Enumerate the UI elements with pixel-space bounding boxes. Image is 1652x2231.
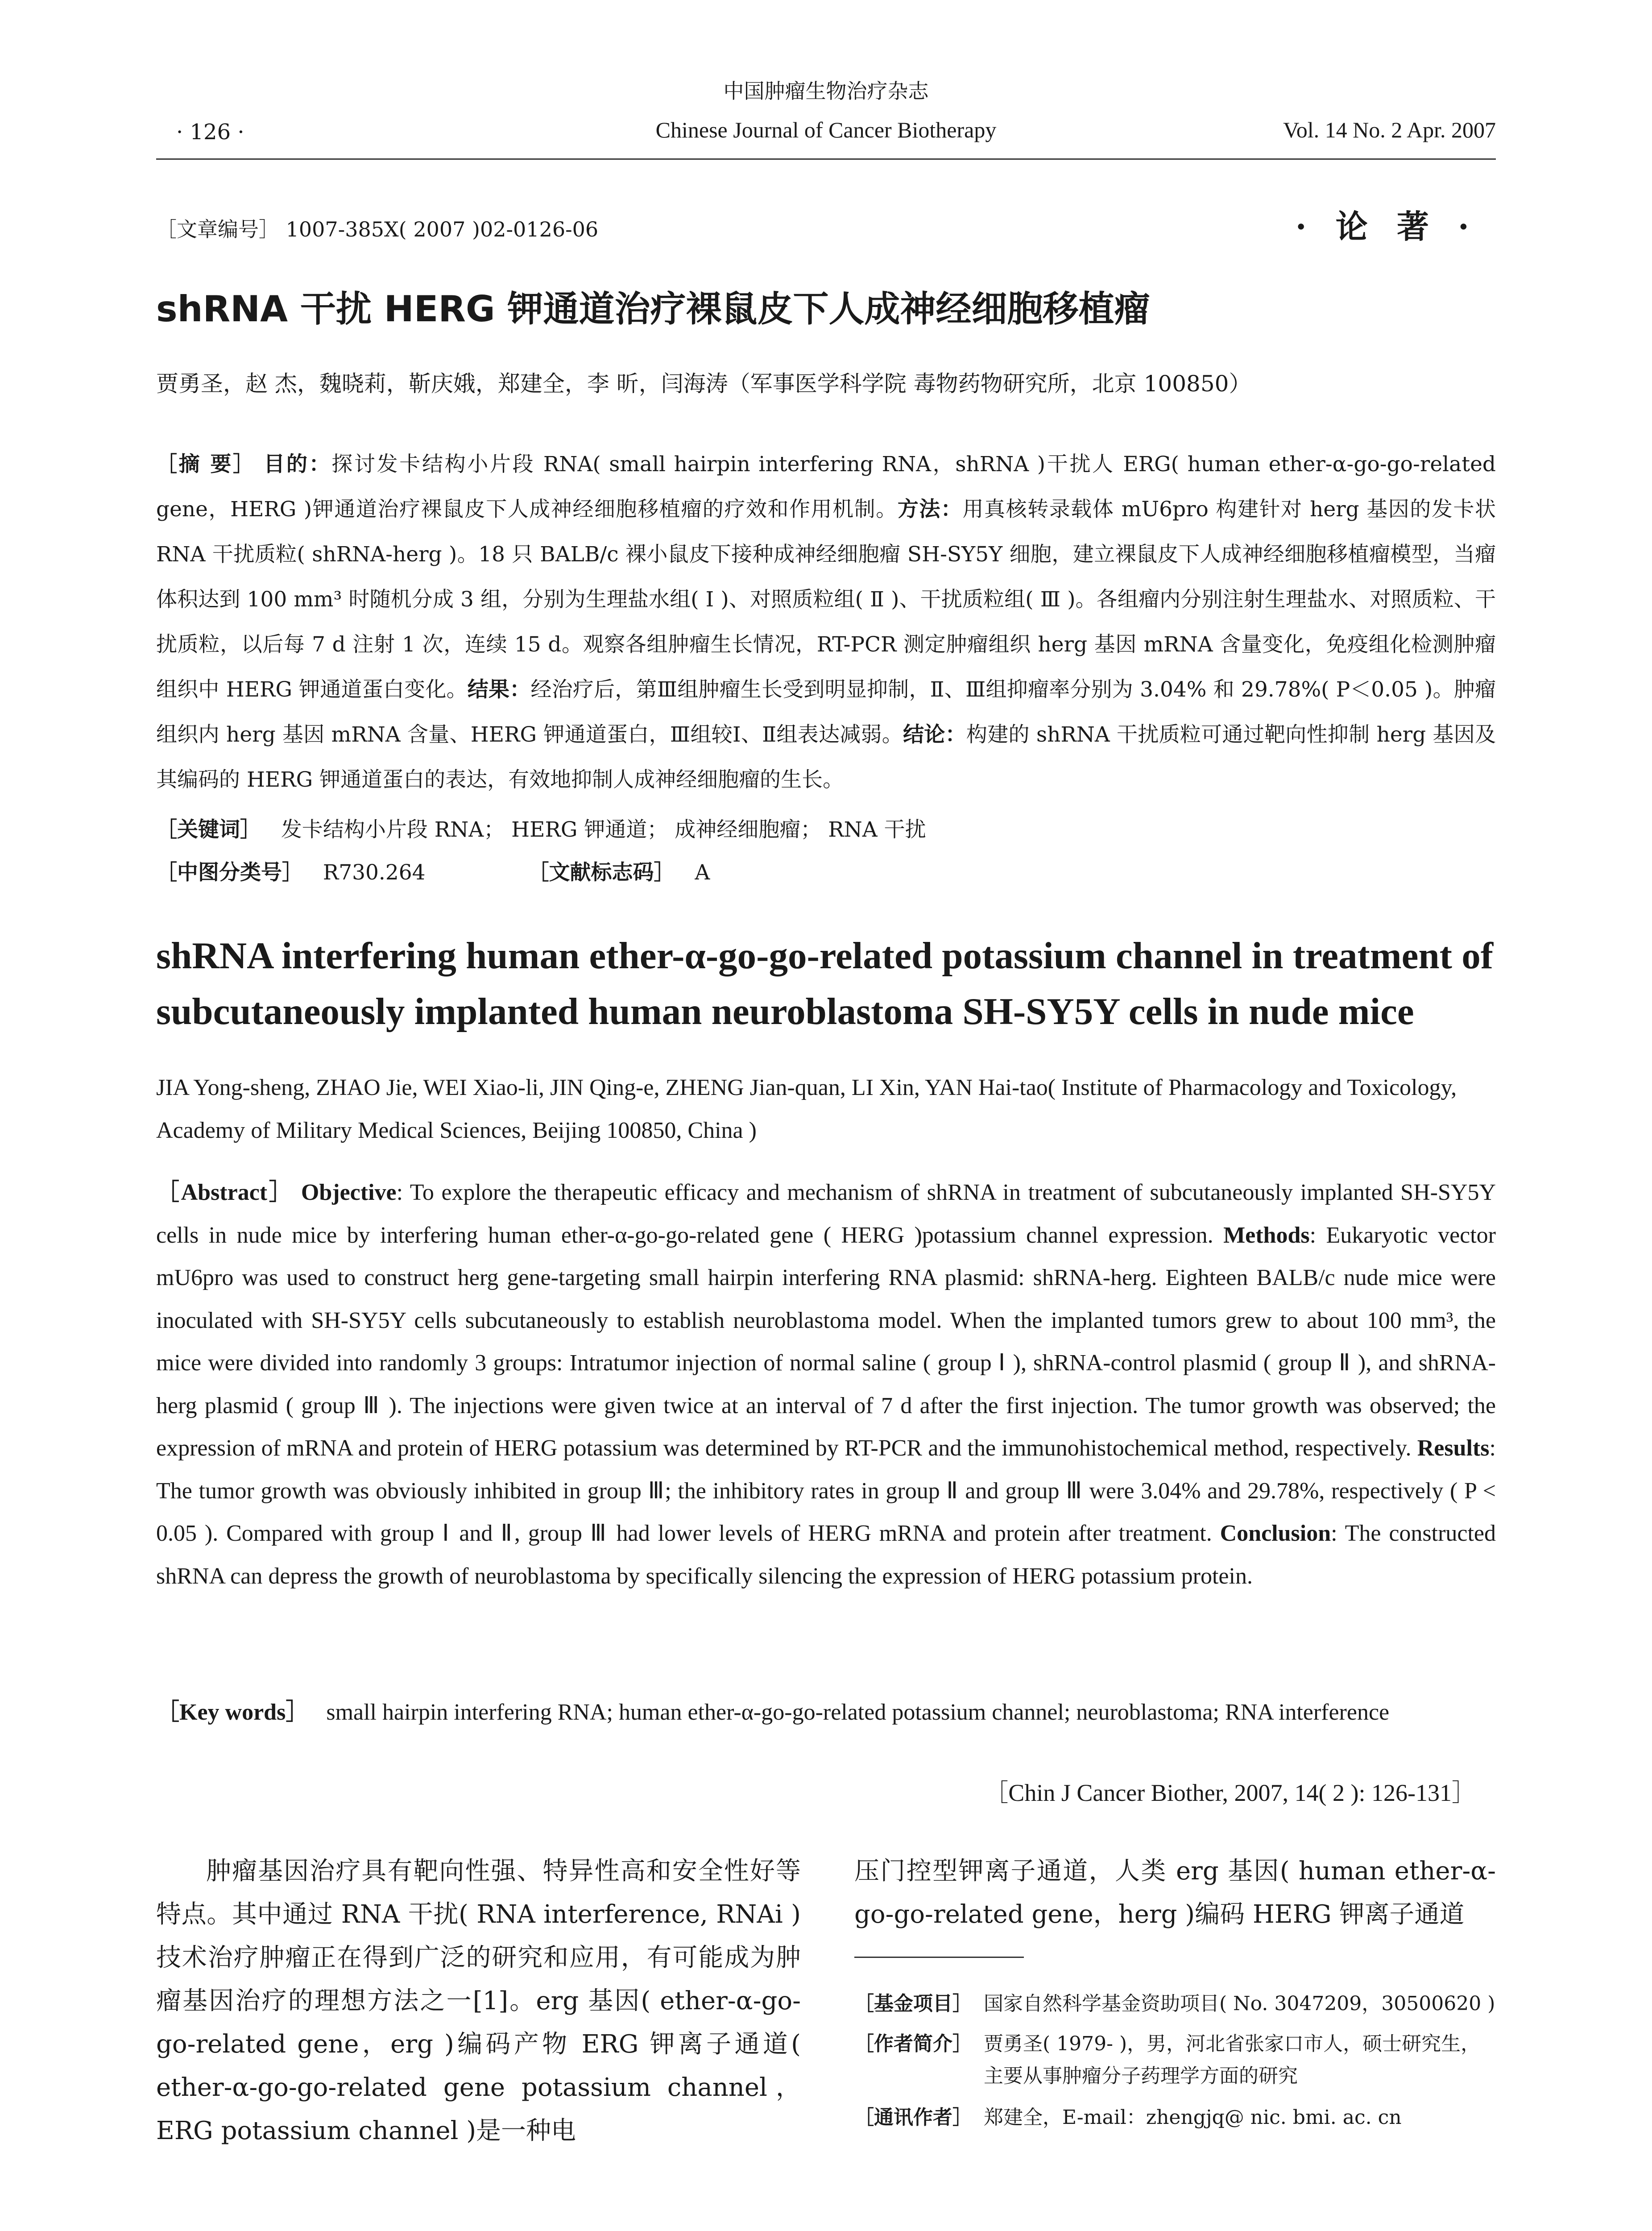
- body-paragraph: 肿瘤基因治疗具有靶向性强、特异性高和安全性好等特点。其中通过 RNA 干扰( RNA interference, RNAi )技术治疗肿瘤正在得到广泛的研究和应用，有可能成为肿瘤基因治疗的理想方法之一[1]。erg 基因( ether-α-go-go-related gene，erg )编码产物 ERG 钾离子通道( ether-α-go-go-related gene potassium channel，ERG potassium channel )是一种电: [156, 1857, 801, 2145]
- objective-cn: 探讨发卡结构小片段 RNA( small hairpin interfering RNA，shRNA )干扰人 ERG( human ether-α-go-go-related gene，HERG )钾通道治疗裸鼠皮下人成神经细胞移植瘤的疗效和作用机制。: [156, 452, 1496, 522]
- objective-cn-label: 目的：: [264, 452, 332, 477]
- methods-en: : Eukaryotic vector mU6pro was used to construct herg gene-targeting small hairpin interfering RNA plasmid: shRNA-herg. Eighteen BALB/c nude mice were inoculated with SH-SY5Y cells subcutaneously to establish neuroblastoma model. When the implanted tumors grew to about 100 mm³, the mice were divided into randomly 3 groups: Intratumor injection of normal saline ( group Ⅰ ), shRNA-control plasmid ( group Ⅱ ), and shRNA-herg plasmid ( group Ⅲ ). The injections were given twice at an interval of 7 d after the first injection. The tumor growth was observed; the expression of mRNA and protein of HERG potassium was determined by RT-PCR and the immunohistochemical method, respectively.: [156, 1222, 1496, 1461]
- methods-en-label: Methods: [1223, 1222, 1310, 1248]
- methods-cn: 用真核转录载体 mU6pro 构建针对 herg 基因的发卡状 RNA 干扰质粒( shRNA-herg )。18 只 BALB/c 裸小鼠皮下接种成神经细胞瘤 SH-SY5Y 细胞，建立裸鼠皮下人成神经细胞移植瘤模型，当瘤体积达到 100 mm³ 时随机分成 3 组，分别为生理盐水组( Ⅰ )、对照质粒组( Ⅱ )、干扰质粒组( Ⅲ )。各组瘤内分别注射生理盐水、对照质粒、干扰质粒，以后每 7 d 注射 1 次，连续 15 d。观察各组肿瘤生长情况，RT-PCR 测定肿瘤组织 herg 基因 mRNA 含量变化，免疫组化检测肿瘤组织中 HERG 钾通道蛋白变化。: [156, 497, 1496, 702]
- section-tag: · 论 著 ·: [1295, 207, 1478, 245]
- title-cn: shRNA 干扰 HERG 钾通道治疗裸鼠皮下人成神经细胞移植瘤: [156, 288, 1150, 330]
- authors-cn: 贾勇圣，赵 杰，魏晓莉，靳庆娥，郑建全，李 昕，闫海涛（军事医学科学院 毒物药物研究所，北京 100850）: [156, 371, 1251, 397]
- footnote-author: [854, 2028, 1496, 2092]
- objective-en: : To explore the therapeutic efficacy and mechanism of shRNA in treatment of subcutaneously implanted SH-SY5Y cells in nude mice by interfering human ether-α-go-go-related gene ( HERG )potassium channel expression.: [156, 1180, 1496, 1248]
- conclusion-cn: 构建的 shRNA 干扰质粒可通过靶向性抑制 herg 基因及其编码的 HERG 钾通道蛋白的表达，有效地抑制人成神经细胞瘤的生长。: [156, 722, 1496, 792]
- conclusion-en: : The constructed shRNA can depress the growth of neuroblastoma by specifically silencing the expression of HERG potassium protein.: [156, 1521, 1496, 1589]
- volume-info: Vol. 14 No. 2 Apr. 2007: [1283, 117, 1496, 142]
- footnote-corresponding: [854, 2102, 1496, 2134]
- results-en: : The tumor growth was obviously inhibited in group Ⅲ; the inhibitory rates in group Ⅱ and group Ⅲ were 3.04% and 29.78%, respectively ( P < 0.05 ). Compared with group Ⅰ and Ⅱ, group Ⅲ had lower levels of HERG mRNA and protein after treatment.: [156, 1435, 1496, 1546]
- journal-title-cn: 中国肿瘤生物治疗杂志: [723, 79, 929, 103]
- article-number: ［文章编号］ 1007-385X( 2007 )02-0126-06: [156, 217, 599, 241]
- doc-code-value: A: [695, 860, 710, 885]
- results-cn: 经治疗后，第Ⅲ组肿瘤生长受到明显抑制，Ⅱ、Ⅲ组抑瘤率分别为 3.04% 和 29.78%( P＜0.05 )。肿瘤组织内 herg 基因 mRNA 含量、HERG 钾通道蛋白，Ⅲ组较Ⅰ、Ⅱ组表达减弱。: [156, 677, 1496, 747]
- keywords-cn-text: 发卡结构小片段 RNA； HERG 钾通道； 成神经细胞瘤； RNA 干扰: [281, 817, 926, 842]
- body-right-column: [854, 1849, 1496, 1936]
- fund-label: ［基金项目］: [854, 1992, 972, 2015]
- authors-en: JIA Yong-sheng, ZHAO Jie, WEI Xiao-li, JIN Qing-e, ZHENG Jian-quan, LI Xin, YAN Hai-tao( Institute of Pharmacology and Toxicology, Academy of Military Medical Sciences, Beijing 100850, China ): [156, 1075, 1457, 1143]
- classification: [156, 856, 710, 886]
- keywords-cn-label: ［关键词］: [156, 817, 261, 842]
- author-text-1: 贾勇圣( 1979- )，男，河北省张家口市人，硕士研究生，: [984, 2032, 1481, 2055]
- keywords-en-text: small hairpin interfering RNA; human ether-α-go-go-related potassium channel; neuroblastoma; RNA interference: [326, 1700, 1390, 1725]
- fund-text: 国家自然科学基金资助项目( No. 3047209，30500620 ): [984, 1992, 1495, 2015]
- keywords-cn: [156, 813, 926, 843]
- methods-cn-label: 方法：: [897, 497, 963, 522]
- body-left-column: [156, 1849, 801, 2152]
- keywords-en: [156, 1691, 1496, 1733]
- results-cn-label: 结果：: [467, 677, 531, 702]
- footnote-rule: [854, 1957, 1024, 1958]
- keywords-en-label: ［Key words］: [156, 1700, 309, 1725]
- results-en-label: Results: [1417, 1435, 1490, 1461]
- objective-en-label: Objective: [301, 1180, 397, 1205]
- author-label: ［作者简介］: [854, 2032, 972, 2055]
- conclusion-en-label: Conclusion: [1220, 1521, 1331, 1546]
- abstract-en: [156, 1171, 1496, 1597]
- clc-label: ［中图分类号］: [156, 860, 303, 885]
- author-text-2: 主要从事肿瘤分子药理学方面的研究: [984, 2065, 1298, 2087]
- citation: ［Chin J Cancer Biother, 2007, 14( 2 ): 126-131］: [984, 1779, 1476, 1806]
- title-en: shRNA interfering human ether-α-go-go-related potassium channel in treatment of subcutaneously implanted human neuroblastoma SH-SY5Y cells in nude mice: [156, 935, 1493, 1033]
- header-rule: [156, 158, 1496, 160]
- clc-value: R730.264: [323, 860, 426, 885]
- abstract-cn: [156, 442, 1496, 802]
- corr-text: 郑建全，E-mail：zhengjq@ nic. bmi. ac. cn: [984, 2106, 1402, 2129]
- abstract-cn-label: ［摘 要］: [156, 452, 256, 477]
- body-paragraph: 压门控型钾离子通道，人类 erg 基因( human ether-α-go-go-related gene，herg )编码 HERG 钾离子通道: [854, 1857, 1496, 1929]
- journal-title-en: Chinese Journal of Cancer Biotherapy: [655, 117, 997, 142]
- corr-label: ［通讯作者］: [854, 2106, 972, 2129]
- footnote-fund: [854, 1988, 1496, 2020]
- doc-code-label: ［文献标志码］: [528, 860, 675, 885]
- abstract-en-label: ［Abstract］: [156, 1180, 294, 1205]
- page-number: · 126 ·: [176, 120, 244, 145]
- conclusion-cn-label: 结论：: [903, 722, 966, 747]
